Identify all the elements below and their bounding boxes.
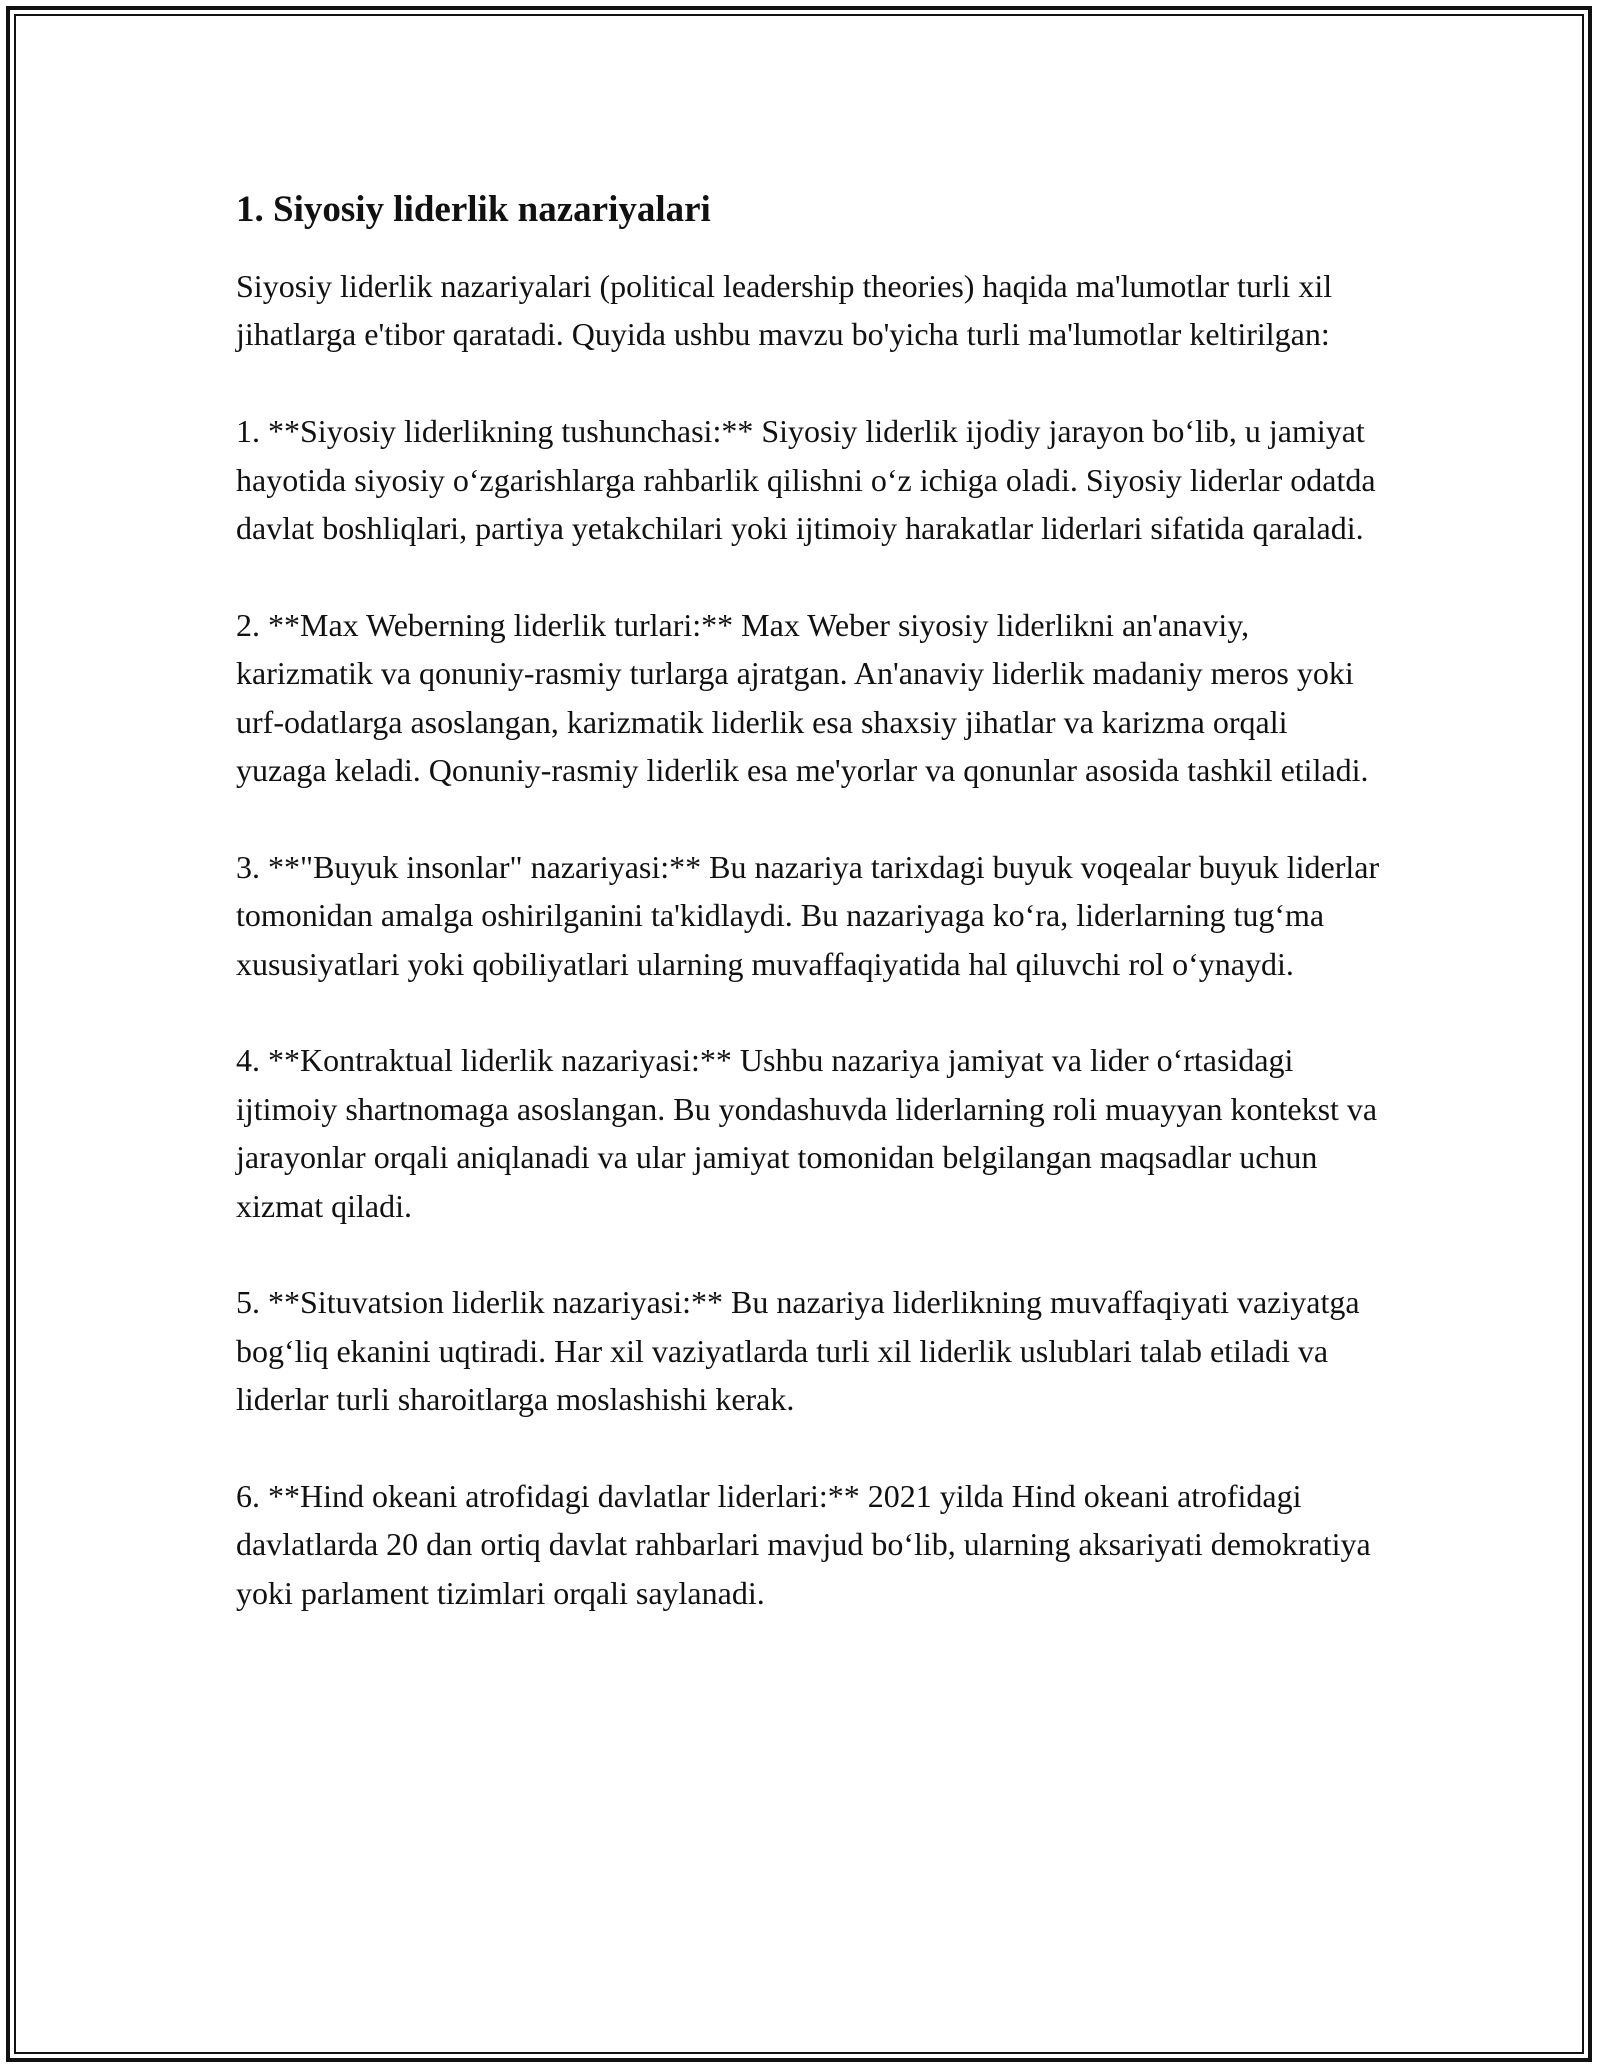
paragraph-2: 2. **Max Weberning liderlik turlari:** Max Weber siyosiy liderlikni an'anaviy, karizmatik va qonuniy-rasmiy turlarga ajratgan. An'anaviy liderlik madaniy meros yoki urf-odatlarga asoslangan, karizmatik liderlik esa shaxsiy jihatlar va karizma orqali yuzaga keladi. Qonuniy-rasmiy liderlik esa me'yorlar va qonunlar asosida tashkil etiladi.	[236, 606, 1369, 789]
intro-paragraph: Siyosiy liderlik nazariyalari (political leadership theories) haqida ma'lumotlar turli xil jihatlarga e'tibor qaratadi. Quyida ushbu mavzu bo'yicha turli ma'lumotlar keltirilgan:	[236, 268, 1333, 353]
paragraph-4: 4. **Kontraktual liderlik nazariyasi:** Ushbu nazariya jamiyat va lider o‘rtasidagi ijtimoiy shartnomaga asoslangan. Bu yondashuvda liderlarning roli muayyan kontekst va jarayonlar orqali aniqlanadi va ular jamiyat tomonidan belgilangan maqsadlar uchun xizmat qiladi.	[236, 1042, 1378, 1224]
paragraph-6: 6. **Hind okeani atrofidagi davlatlar liderlari:** 2021 yilda Hind okeani atrofidagi davlatlarda 20 dan ortiq davlat rahbarlari mavjud bo‘lib, ularning aksariyati demokratiya yoki parlament tizimlari orqali saylanadi.	[236, 1478, 1371, 1611]
document-title: 1. Siyosiy liderlik nazariyalari	[236, 189, 711, 230]
paragraph-1: 1. **Siyosiy liderlikning tushunchasi:** Siyosiy liderlik ijodiy jarayon bo‘lib, u jamiyat hayotida siyosiy o‘zgarishlarga rahbarlik qilishni o‘z ichiga oladi. Siyosiy liderlar odatda davlat boshliqlari, partiya yetakchilari yoki ijtimoiy harakatlar liderlari sifatida qaraladi.	[236, 413, 1376, 547]
paragraph-5: 5. **Situvatsion liderlik nazariyasi:** Bu nazariya liderlikning muvaffaqiyati vaziyatga bog‘liq ekanini uqtiradi. Har xil vaziyatlarda turli xil liderlik uslublari talab etiladi va liderlar turli sharoitlarga moslashishi kerak.	[236, 1284, 1360, 1418]
paragraph-3: 3. **"Buyuk insonlar" nazariyasi:** Bu nazariya tarixdagi buyuk voqealar buyuk liderlar tomonidan amalga oshirilganini ta'kidlaydi. Bu nazariyaga ko‘ra, liderlarning tug‘ma xususiyatlari yoki qobiliyatlari ularning muvaffaqiyatida hal qiluvchi rol o‘ynaydi.	[236, 848, 1380, 982]
document-body	[236, 186, 1386, 1666]
